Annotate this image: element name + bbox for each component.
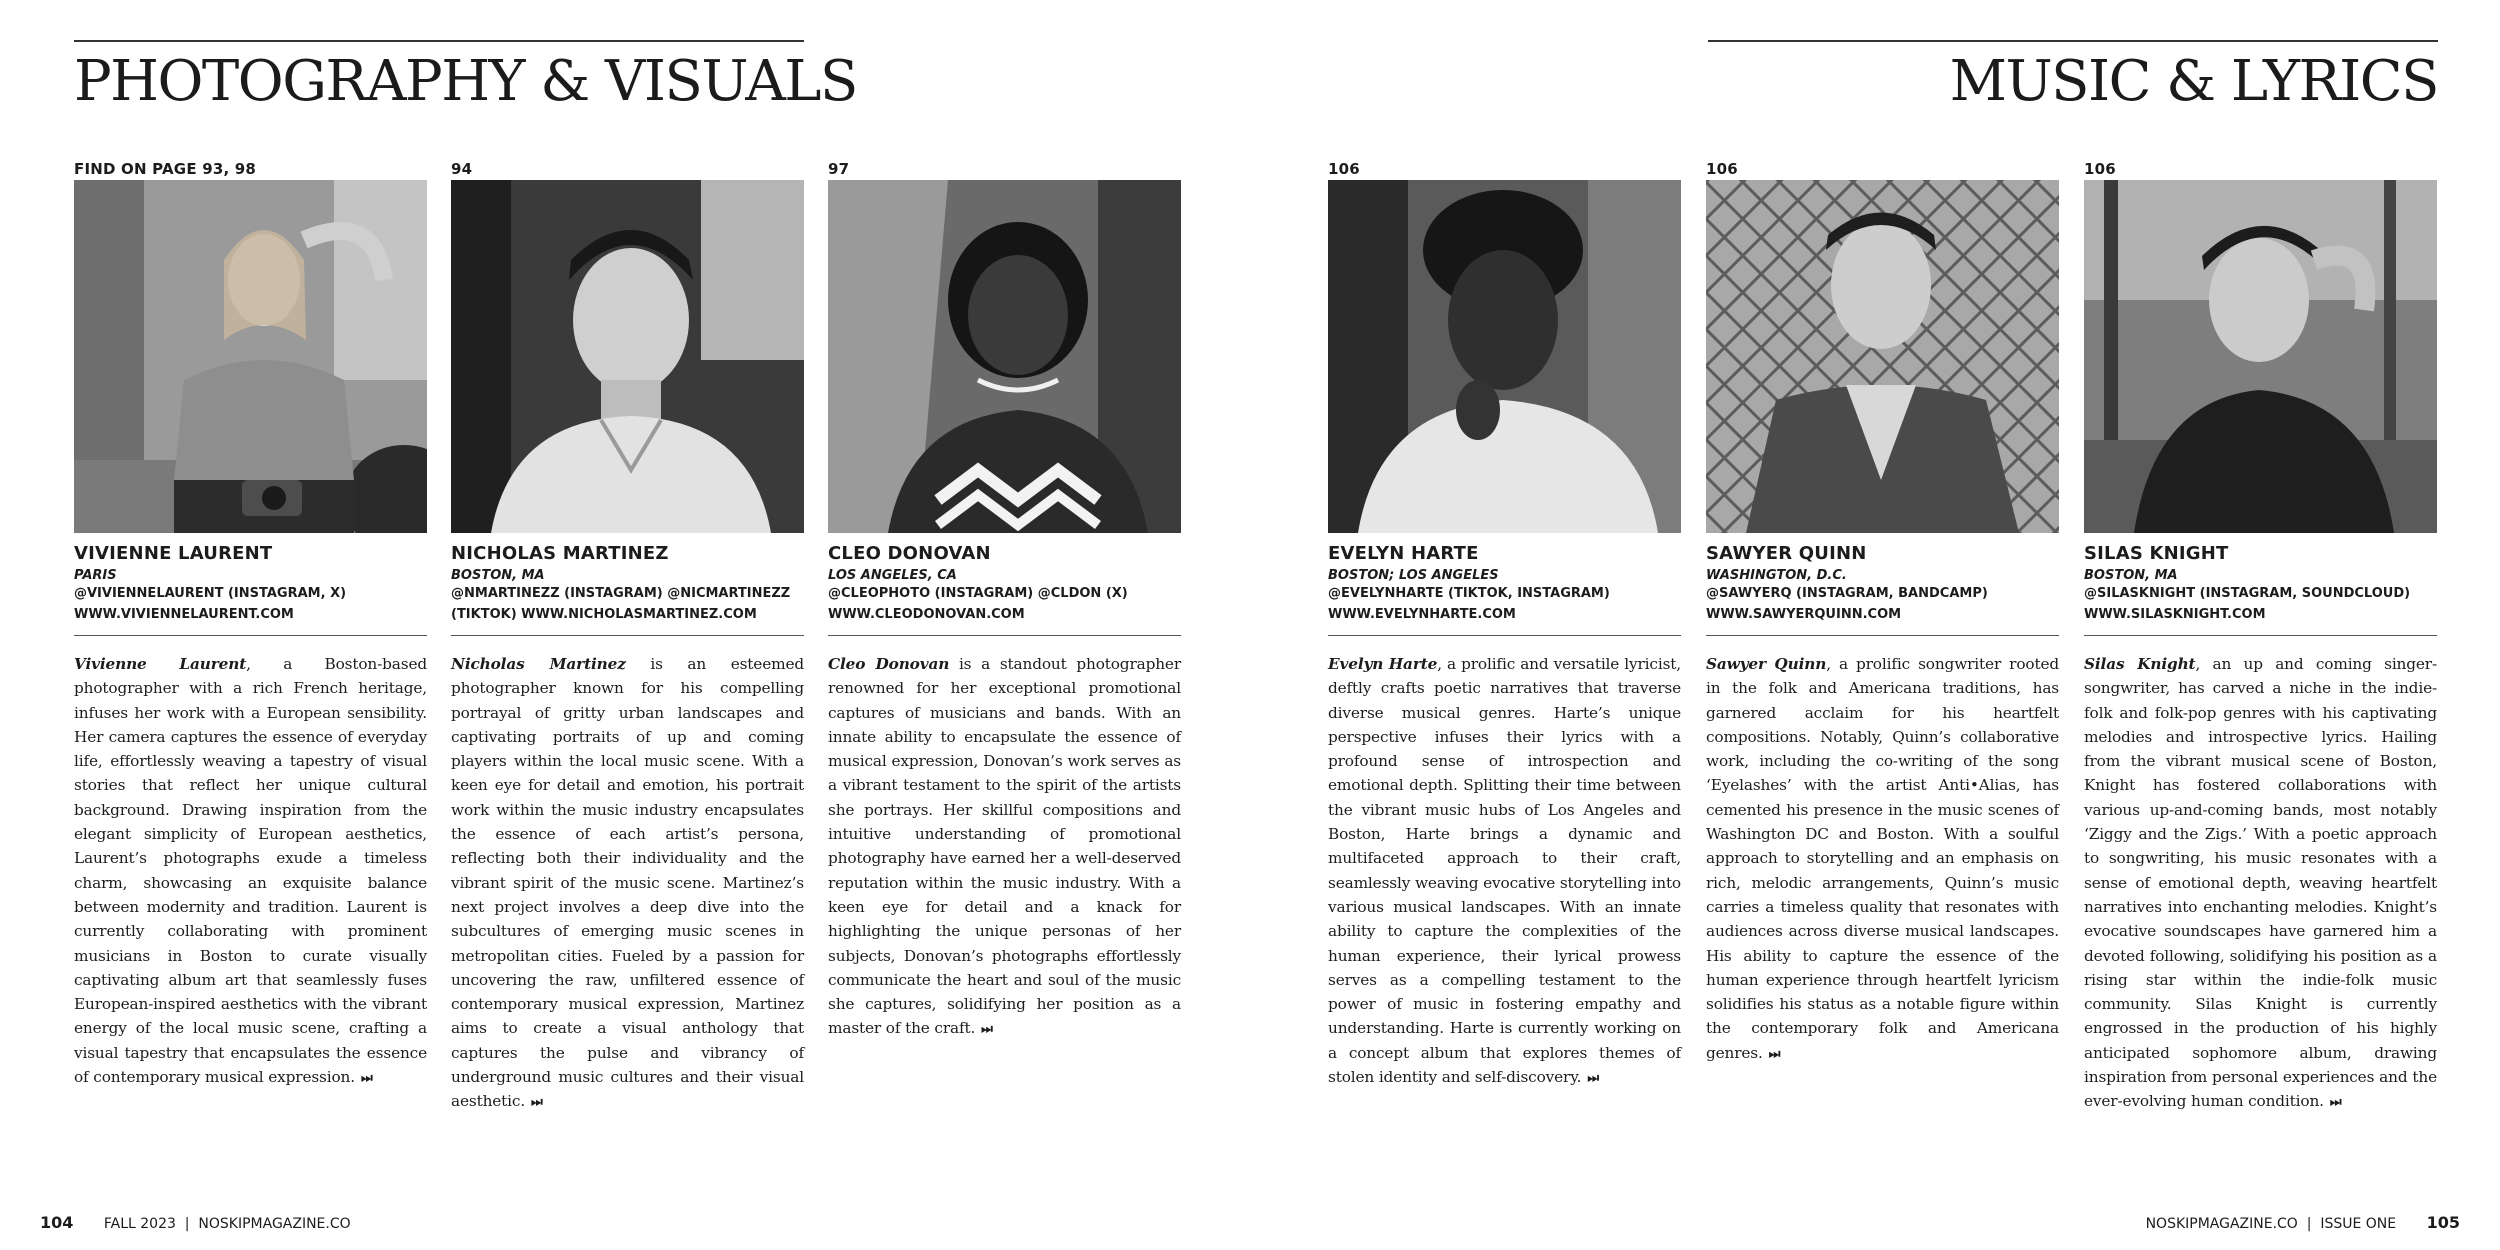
social-handles: @SAWYERQ (INSTAGRAM, BANDCAMP): [1706, 586, 1988, 601]
profile-sawyer-quinn: [1706, 158, 2059, 1067]
page-reference: 94: [451, 160, 473, 178]
profile-vivienne-laurent: [74, 158, 427, 1091]
profile-name: SAWYER QUINN: [1706, 543, 1867, 564]
divider: [451, 635, 804, 636]
left-page-number: 104: [40, 1213, 74, 1232]
profile-location: PARIS: [74, 568, 117, 583]
footer-right-text: NOSKIPMAGAZINE.CO | ISSUE ONE: [2145, 1216, 2397, 1232]
profile-location: WASHINGTON, D.C.: [1706, 568, 1847, 583]
website-link[interactable]: WWW.SAWYERQUINN.COM: [1706, 607, 1902, 622]
portrait-photo: [2084, 180, 2437, 533]
portrait-photo: [451, 180, 804, 533]
social-handles: @EVELYNHARTE (TIKTOK, INSTAGRAM): [1328, 586, 1610, 601]
end-mark-icon: ⏭: [531, 1095, 541, 1111]
page-reference: FIND ON PAGE 93, 98: [74, 160, 257, 178]
profile-location: LOS ANGELES, CA: [828, 568, 957, 583]
website-link[interactable]: WWW.SILASKNIGHT.COM: [2084, 607, 2266, 622]
profile-evelyn-harte: [1328, 158, 1681, 1091]
bio-text: is an esteemed photographer known for his compelling portrayal of gritty urban landscapes and captivating portraits of up and coming players within the local music scene. With a keen eye for detail and emotion, his portrait work within the music industry encapsulates the essence of each artist’s persona, reflecting both their individuality and the vibrant spirit of the music scene. Martinez’s next project involves a deep dive into the subcultures of emerging music scenes in metropolitan cities. Fueled by a passion for uncovering the raw, unfiltered essence of contemporary musical expression, Martinez aims to create a visual anthology that captures the pulse and vibrancy of underground music cultures and their visual aesthetic.: [451, 655, 804, 1111]
footer-left: [40, 1213, 351, 1232]
bio-lead-name: Vivienne Laurent: [74, 655, 247, 673]
divider: [1706, 635, 2059, 636]
profile-location: BOSTON, MA: [2084, 568, 2178, 583]
profile-bio: [828, 652, 1181, 1043]
profile-location: BOSTON; LOS ANGELES: [1328, 568, 1499, 583]
footer-right: [2146, 1213, 2460, 1232]
website-link[interactable]: WWW.VIVIENNELAURENT.COM: [74, 607, 294, 622]
social-handles: @SILASKNIGHT (INSTAGRAM, SOUNDCLOUD): [2084, 586, 2411, 601]
profile-bio: [74, 652, 427, 1091]
profile-name: VIVIENNE LAURENT: [74, 543, 273, 564]
divider: [2084, 635, 2437, 636]
bio-lead-name: Nicholas Martinez: [451, 655, 626, 673]
profile-cleo-donovan: [828, 158, 1181, 1043]
bio-text: , a prolific songwriter rooted in the folk and Americana traditions, has garnered acclaim for his heartfelt compositions. Notably, Quinn’s collaborative work, including the co-writing of the song ‘Eyelashes’ with the artist Anti•Alias, has cemented his presence in the music scenes of Washington DC and Boston. With a soulful approach to storytelling and an emphasis on rich, melodic arrangements, Quinn’s music carries a timeless quality that resonates with audiences across diverse musical landscapes. His ability to capture the essence of the human experience through heartfelt lyricism solidifies his status as a notable figure within the contemporary folk and Americana genres.: [1706, 655, 2059, 1062]
profile-silas-knight: [2084, 158, 2437, 1116]
page-reference: 106: [1328, 160, 1360, 178]
footer-left-text: FALL 2023 | NOSKIPMAGAZINE.CO: [103, 1216, 351, 1232]
bio-text: , a Boston-based photographer with a rich French heritage, infuses her work with a European sensibility. Her camera captures the essence of everyday life, effortlessly weaving a tapestry of visual stories that reflect her unique cultural background. Drawing inspiration from the elegant simplicity of European aesthetics, Laurent’s photographs exude a timeless charm, showcasing an exquisite balance between modernity and tradition. Laurent is currently collaborating with prominent musicians in Boston to curate visually captivating album art that seamlessly fuses European-inspired aesthetics with the vibrant energy of the local music scene, crafting a visual tapestry that encapsulates the essence of contemporary musical expression.: [74, 655, 428, 1087]
social-handles: @CLEOPHOTO (INSTAGRAM) @CLDON (X): [828, 586, 1128, 601]
social-handles: @VIVIENNELAURENT (INSTAGRAM, X): [74, 586, 347, 601]
divider: [74, 635, 427, 636]
profile-name: NICHOLAS MARTINEZ: [451, 543, 669, 564]
website-link[interactable]: WWW.CLEODONOVAN.COM: [828, 607, 1025, 622]
end-mark-icon: ⏭: [2329, 1095, 2340, 1111]
portrait-photo: [828, 180, 1181, 533]
profile-name: EVELYN HARTE: [1328, 543, 1479, 564]
page-reference: 97: [828, 160, 850, 178]
portrait-photo: [1706, 180, 2059, 533]
profile-name: SILAS KNIGHT: [2084, 543, 2229, 564]
bio-text: , an up and coming singer-songwriter, has carved a niche in the indie-folk and folk-pop genres with his captivating melodies and introspective lyrics. Hailing from the vibrant musical scene of Boston, Knight has fostered collaborations with various up-and-coming bands, most notably ‘Ziggy and the Zigs.’ With a poetic approach to songwriting, his music resonates with a sense of emotional depth, weaving heartfelt narratives into enchanting melodies. Knight’s evocative soundscapes have garnered him a devoted following, solidifying his position as a rising star within the indie-folk music community. Silas Knight is currently engrossed in the production of his highly anticipated sophomore album, drawing inspiration from personal experiences and the ever-evolving human condition.: [2084, 655, 2437, 1111]
profile-name: CLEO DONOVAN: [828, 543, 991, 564]
bio-text: , a prolific and versatile lyricist, deftly crafts poetic narratives that traverse diverse musical genres. Harte’s unique perspective infuses their lyrics with a profound sense of introspection and emotional depth. Splitting their time between the vibrant music hubs of Los Angeles and Boston, Harte brings a dynamic and multifaceted approach to their craft, seamlessly weaving evocative storytelling into various musical landscapes. With an innate ability to capture the complexities of the human experience, their lyrical prowess serves as a compelling testament to the power of music in fostering empathy and understanding. Harte is currently working on a concept album that explores themes of stolen identity and self-discovery.: [1328, 655, 1681, 1087]
left-title-rule: [74, 40, 804, 42]
right-title-rule: [1708, 40, 2438, 42]
divider: [828, 635, 1181, 636]
divider: [1328, 635, 1681, 636]
bio-lead-name: Evelyn Harte: [1328, 655, 1438, 673]
end-mark-icon: ⏭: [360, 1071, 371, 1087]
left-section-title: PHOTOGRAPHY & VISUALS: [74, 49, 857, 114]
right-section-title: MUSIC & LYRICS: [1949, 49, 2438, 114]
profile-bio: [1328, 652, 1681, 1091]
bio-lead-name: Cleo Donovan: [828, 655, 950, 673]
website-link[interactable]: (TIKTOK) WWW.NICHOLASMARTINEZ.COM: [451, 607, 757, 622]
portrait-photo: [74, 180, 427, 533]
profile-location: BOSTON, MA: [451, 568, 545, 583]
profile-bio: [451, 652, 804, 1116]
right-page-number: 105: [2426, 1213, 2460, 1232]
profile-bio: [1706, 652, 2059, 1067]
end-mark-icon: ⏭: [1587, 1071, 1598, 1087]
bio-lead-name: Sawyer Quinn: [1706, 655, 1827, 673]
bio-lead-name: Silas Knight: [2084, 655, 2196, 673]
end-mark-icon: ⏭: [1768, 1046, 1779, 1062]
portrait-photo: [1328, 180, 1681, 533]
bio-text: is a standout photographer renowned for her exceptional promotional captures of musicians and bands. With an innate ability to encapsulate the essence of musical expression, Donovan’s work serves as a vibrant testament to the spirit of the artists she portrays. Her skillful compositions and intuitive understanding of promotional photography have earned her a well-deserved reputation within the music industry. With a keen eye for detail and a knack for highlighting the unique personas of her subjects, Donovan’s photographs effortlessly communicate the heart and soul of the music she captures, solidifying her position as a master of the craft.: [828, 655, 1181, 1038]
page-reference: 106: [1706, 160, 1738, 178]
profile-bio: [2084, 652, 2437, 1116]
social-handles: @NMARTINEZZ (INSTAGRAM) @NICMARTINEZZ: [451, 586, 791, 601]
page-reference: 106: [2084, 160, 2116, 178]
website-link[interactable]: WWW.EVELYNHARTE.COM: [1328, 607, 1516, 622]
profile-nicholas-martinez: [451, 158, 804, 1116]
end-mark-icon: ⏭: [981, 1022, 991, 1038]
